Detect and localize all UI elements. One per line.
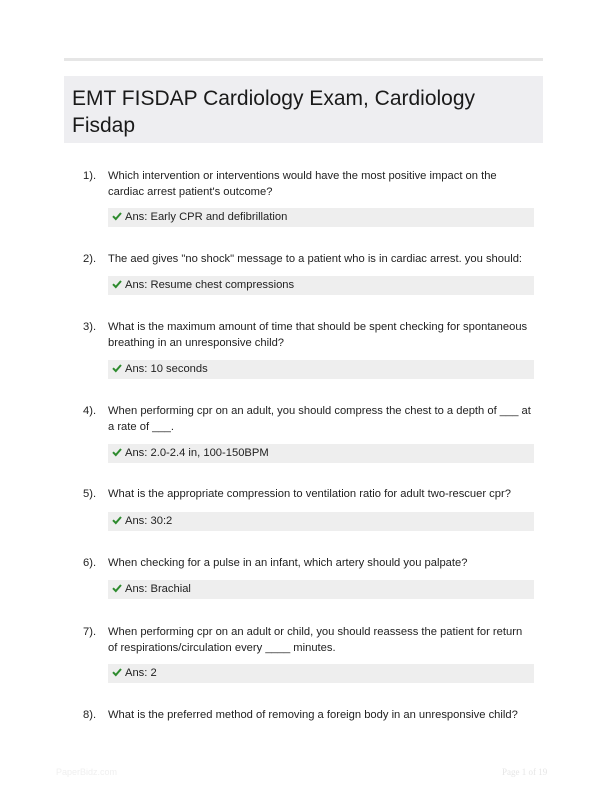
question-number: 1). — [83, 170, 97, 182]
answer-box — [108, 580, 534, 599]
question-text: What is the preferred method of removing a foreign body in an unresponsive child? — [108, 709, 518, 721]
question-number: 4). — [83, 405, 97, 417]
answer-text: Ans: 30:2 — [125, 515, 173, 527]
answer-text: Ans: 2 — [125, 667, 157, 679]
answer-box — [108, 444, 534, 463]
answer-text: Ans: 2.0-2.4 in, 100-150BPM — [125, 447, 269, 459]
checkmark-icon — [112, 363, 122, 373]
question-number: 3). — [83, 321, 97, 333]
question-text: What is the appropriate compression to ventilation ratio for adult two-rescuer cpr? — [108, 488, 511, 500]
answer-box — [108, 512, 534, 531]
answer-text: Ans: Brachial — [125, 583, 191, 595]
question-text: When performing cpr on an adult or child, you should reassess the patient for return of respirations/circulation every ____ minutes. — [108, 626, 523, 654]
title-banner — [64, 76, 543, 143]
checkmark-icon — [112, 515, 122, 525]
checkmark-icon — [112, 583, 122, 593]
question-number: 6). — [83, 557, 97, 569]
question-text: Which intervention or interventions would have the most positive impact on the cardiac arrest patient's outcome? — [108, 170, 497, 198]
checkmark-icon — [112, 447, 122, 457]
question-text: The aed gives "no shock" message to a patient who is in cardiac arrest. you should: — [108, 253, 523, 265]
question-number: 2). — [83, 253, 97, 265]
answer-text: Ans: Early CPR and defibrillation — [125, 211, 288, 223]
checkmark-icon — [112, 279, 122, 289]
answer-text: Ans: Resume chest compressions — [125, 279, 295, 291]
answer-box — [108, 208, 534, 227]
answer-box — [108, 664, 534, 683]
question-text: When checking for a pulse in an infant, which artery should you palpate? — [108, 557, 468, 569]
top-divider — [64, 58, 543, 61]
question-text: When performing cpr on an adult, you should compress the chest to a depth of ___ at a rate of ___. — [108, 405, 531, 433]
question-number: 7). — [83, 626, 97, 638]
question-text: What is the maximum amount of time that should be spent checking for spontaneous breathing in an unresponsive child? — [108, 321, 528, 349]
question-number: 8). — [83, 709, 97, 721]
checkmark-icon — [112, 667, 122, 677]
page-title: EMT FISDAP Cardiology Exam, Cardiology Fisdap — [72, 87, 476, 137]
footer-watermark: PaperBidz.com — [56, 767, 118, 777]
page-number: Page 1 of 19 — [502, 767, 548, 777]
question-number: 5). — [83, 488, 97, 500]
answer-box — [108, 276, 534, 295]
answer-box — [108, 360, 534, 379]
answer-text: Ans: 10 seconds — [125, 363, 208, 375]
checkmark-icon — [112, 211, 122, 221]
